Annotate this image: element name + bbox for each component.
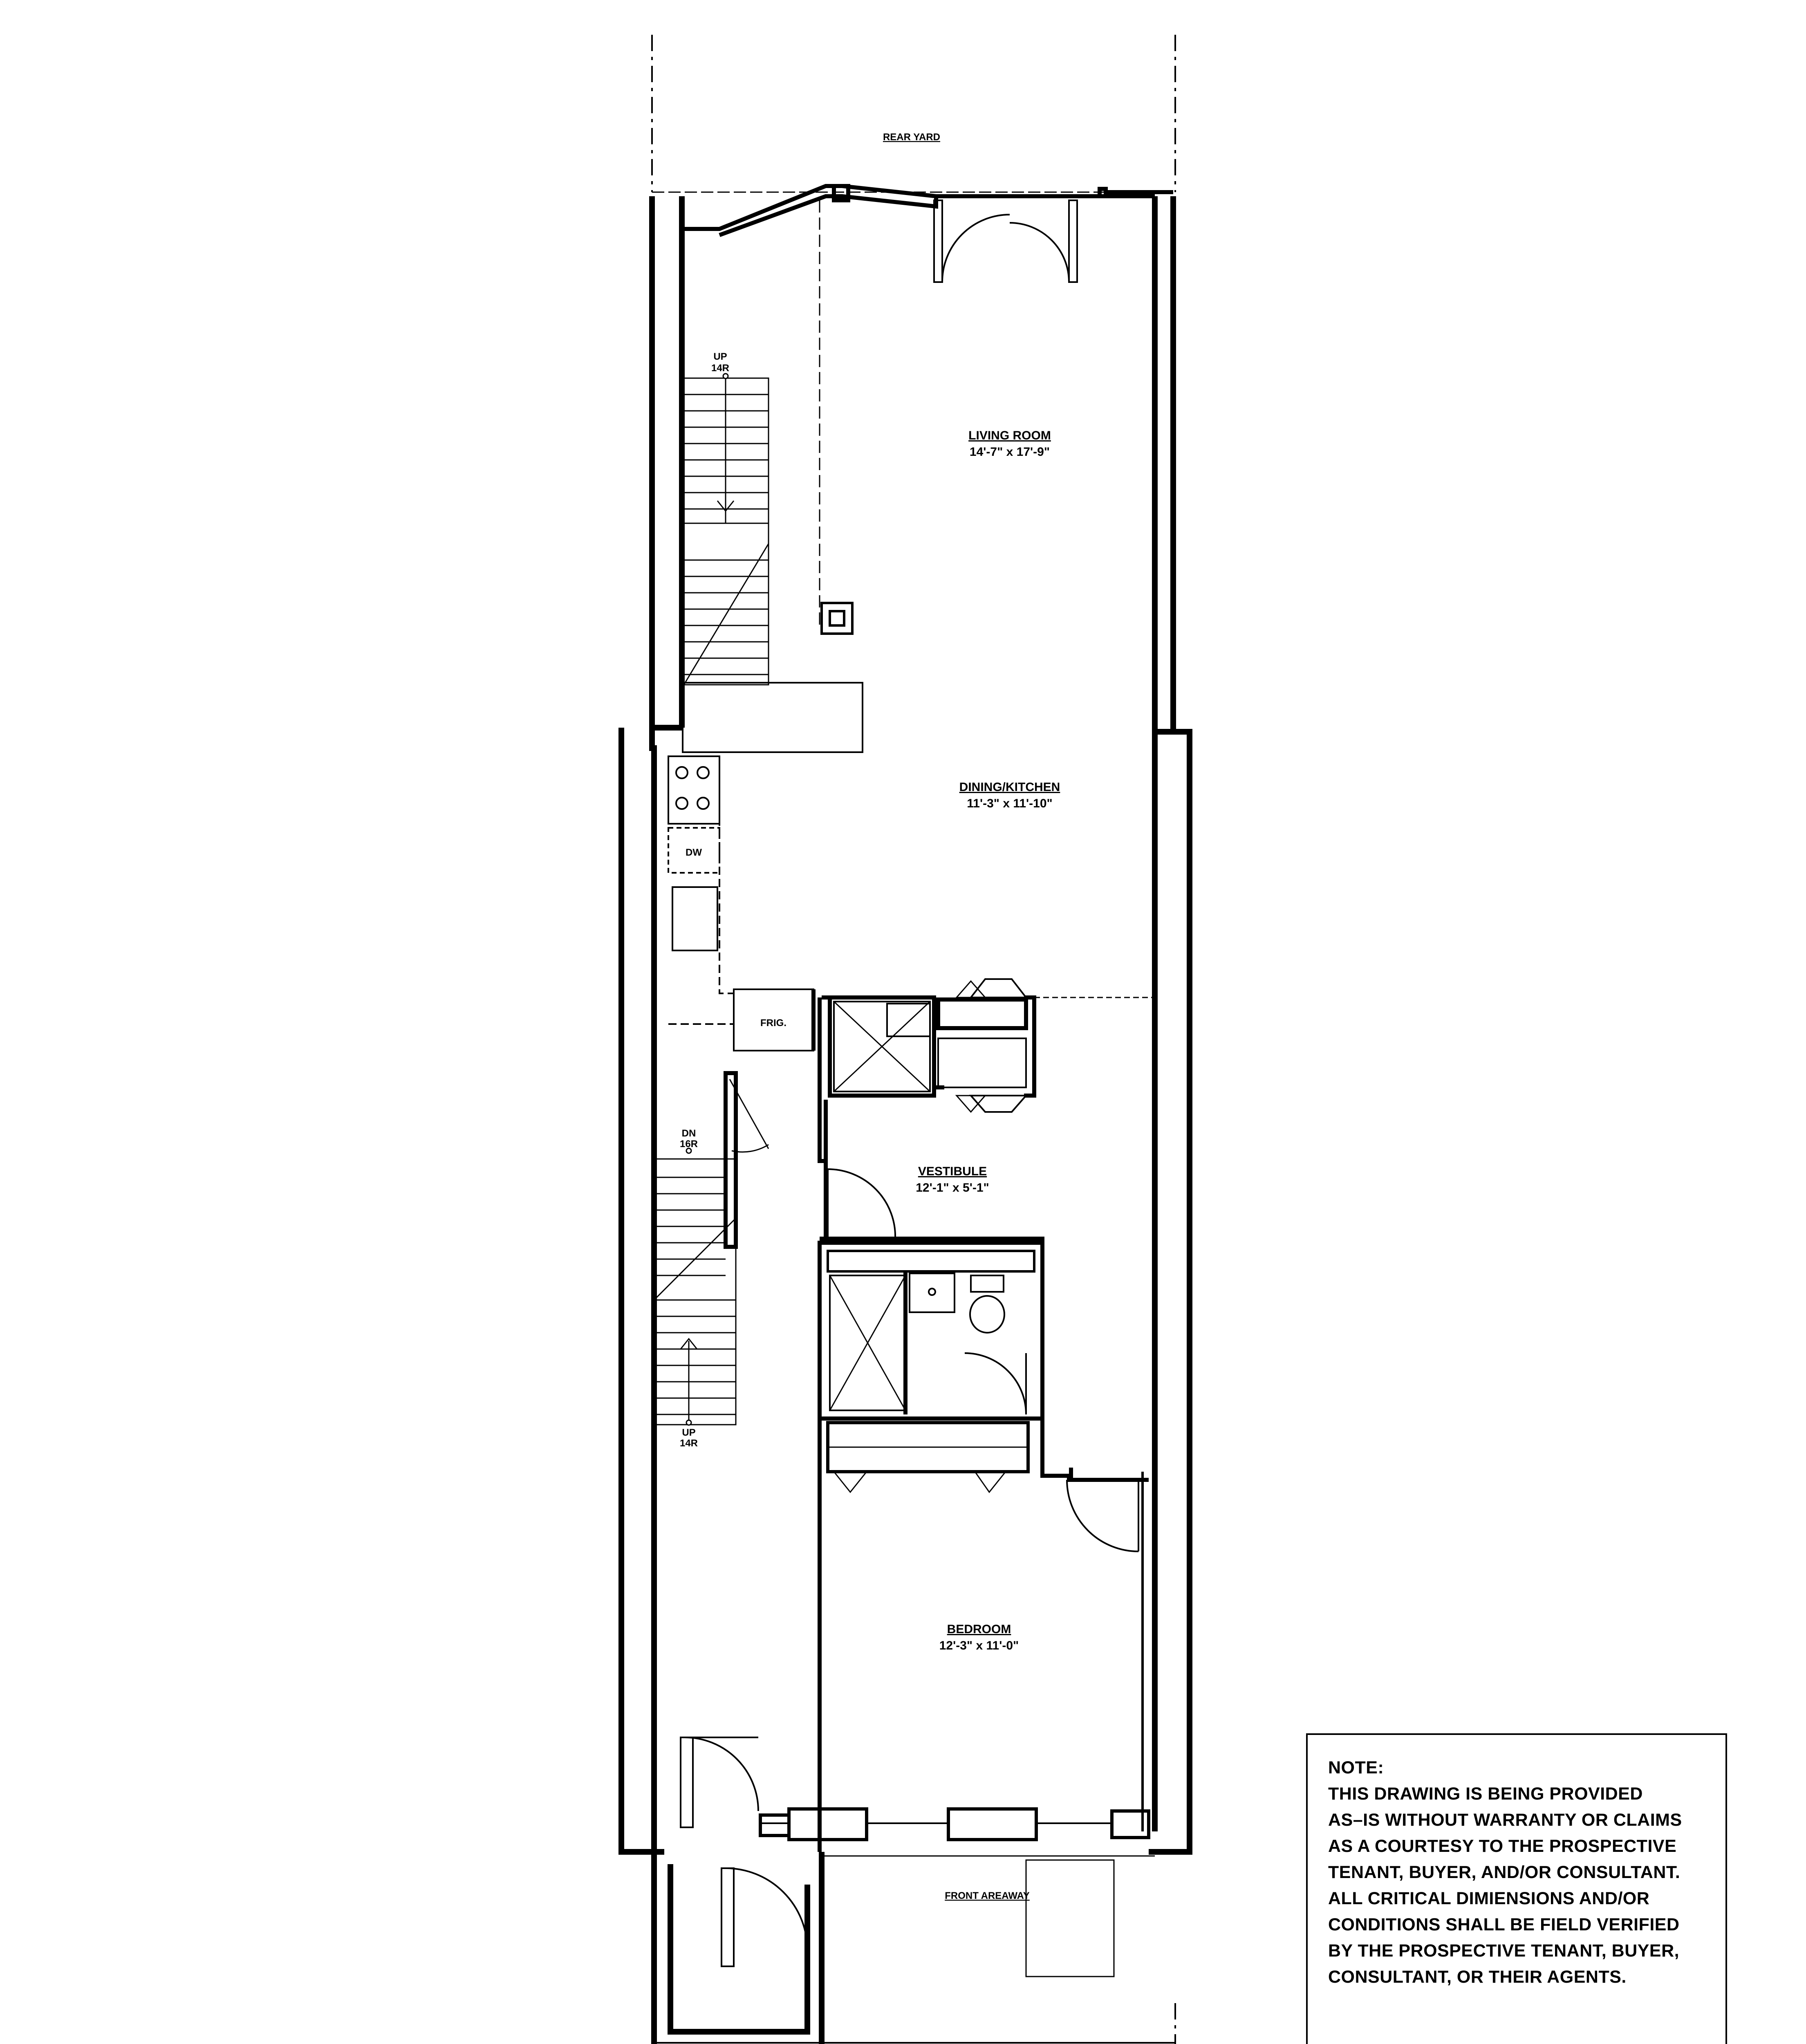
room-name-bedroom: BEDROOM [947,1623,1011,1636]
note-line: TENANT, BUYER, AND/OR CONSULTANT. [1328,1862,1681,1882]
room-name-living: LIVING ROOM [968,429,1051,442]
room-name-vestibule: VESTIBULE [918,1165,987,1178]
room-dims-vestibule: 12'-1" x 5'-1" [916,1181,989,1195]
exterior-walls [621,196,1190,2044]
stair-dir-front-up: UP [682,1427,696,1438]
stair-risers-rear: 14R [711,363,730,374]
bathroom [820,1243,1071,1852]
room-name-dining-kitchen: DINING/KITCHEN [959,780,1060,794]
note-line: NOTE: [1328,1758,1384,1777]
note-line: THIS DRAWING IS BEING PROVIDED [1328,1784,1643,1804]
stair-risers-front-up: 14R [679,1438,698,1449]
room-dims-dining-kitchen: 11'-3" x 11'-10" [967,797,1053,810]
french-doors [934,200,1077,282]
note-line: ALL CRITICAL DIMIENSIONS AND/OR [1328,1889,1650,1908]
entry-door [681,1737,807,1966]
disclaimer-note [1306,1733,1727,2044]
rear-bay-window [682,186,1173,235]
note-line: AS–IS WITHOUT WARRANTY OR CLAIMS [1328,1810,1682,1830]
stair-dir-front-down: DN [681,1128,696,1139]
note-line: CONSULTANT, OR THEIR AGENTS. [1328,1967,1627,1987]
note-line: CONDITIONS SHALL BE FIELD VERIFIED [1328,1915,1680,1934]
note-line: AS A COURTESY TO THE PROSPECTIVE [1328,1836,1677,1856]
room-dims-living: 14'-7" x 17'-9" [969,445,1050,459]
room-dims-bedroom: 12'-3" x 11'-0" [939,1639,1019,1652]
front-areaway-label: FRONT AREAWAY [945,1890,1030,1901]
note-line: BY THE PROSPECTIVE TENANT, BUYER, [1328,1941,1680,1961]
rear-yard-label: REAR YARD [883,132,941,143]
core-walls [813,979,1155,1239]
stair-dir-rear: UP [713,351,727,362]
rear-stair [683,374,769,687]
stair-risers-front-down: 16R [679,1139,698,1150]
chimney-post [820,200,852,634]
lot-lines [652,35,1175,2044]
fridge-label: FRIG. [760,1018,786,1029]
vestibule-door [820,1169,1044,1239]
front-stair [654,1073,769,1425]
dishwasher-label: DW [686,847,702,858]
